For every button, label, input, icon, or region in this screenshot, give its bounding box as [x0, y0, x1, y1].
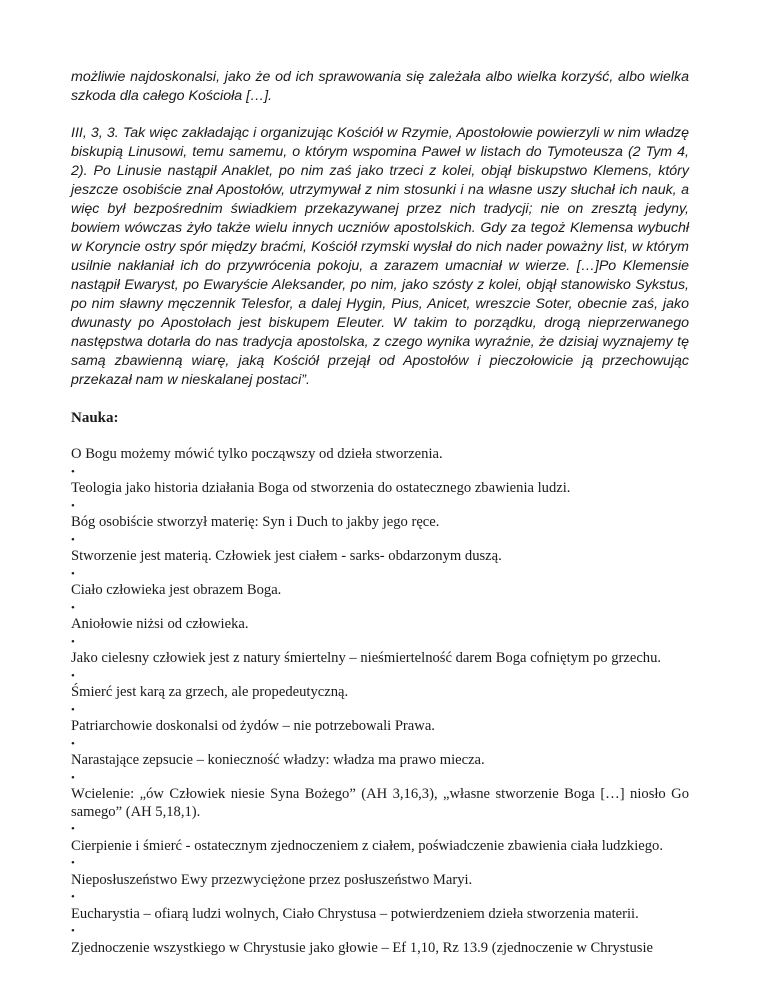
bullet-icon: • [71, 737, 75, 750]
list-item: Narastające zepsucie – konieczność władzy: władza ma prawo miecza. [71, 752, 485, 768]
bullet-icon: • [71, 771, 75, 784]
document-page [71, 68, 689, 957]
list-item: Ciało człowieka jest obrazem Boga. [71, 582, 282, 598]
bullet-icon: • [71, 823, 75, 835]
bullet-icon: • [71, 891, 75, 903]
quote-paragraph: III, 3, 3. Tak więc zakładając i organizując Kościół w Rzymie, Apostołowie powierzyli w nim władzę biskupią Linusowi, temu samemu, o którym wspomina Paweł w listach do Tymoteusza (2 Tym 4, 2). Po Linusie nastąpił Anaklet, po nim zaś jako trzeci z kolei, objął biskupstwo Klemens, który jeszcze osobiście znał Apostołów, utrzymywał z nim stosunki i na własne uszy słuchał ich nauk, a więc był bezpośrednim świadkiem przekazywanej przez nich tradycji; nie on zresztą jedyny, bowiem wówczas żyło także wielu innych uczniów apostolskich. Gdy za tegoż Klemensa wybuchł w Koryncie ostry spór między braćmi, Kościół rzymski wysłał do nich nader poważny list, w którym usilnie nakłaniał ich do przywrócenia pokoju, a zarazem umacniał w wierze. […]Po Klemensie nastąpił Ewaryst, po Ewaryście Aleksander, po nim, jako szósty z kolei, objął stanowisko Sykstus, po nim sławny męczennik Telesfor, a dalej Hygin, Pius, Anicet, wreszcie Soter, obecnie zaś, jako dwunasty po Apostołach jest biskupem Eleuter. W takim to porządku, drogą nieprzerwanego następstwa dotarła do nas tradycja apostolska, z czego wynika wyraźnie, że dzisiaj wyznajemy tę samą zbawienną wiarę, jaką Kościół przejął od Apostołów i pieczołowicie ją przechowując przekazał nam w nieskalanej postaci”. [71, 125, 689, 388]
bullet-icon: • [71, 533, 75, 546]
list-item: Stworzenie jest materią. Człowiek jest ciałem - sarks- obdarzonym duszą. [71, 548, 502, 564]
bullet-icon: • [71, 669, 75, 682]
bullet-icon: • [71, 635, 75, 648]
list-item: Nieposłuszeństwo Ewy przezwyciężone przez posłuszeństwo Maryi. [71, 871, 473, 888]
bullet-icon: • [71, 925, 75, 937]
section-heading: Nauka: [71, 410, 119, 426]
bullet-icon: • [71, 601, 75, 614]
list-item: Cierpienie i śmierć - ostatecznym zjednoczeniem z ciałem, poświadczenie zbawienia ciała ludzkiego. [71, 837, 663, 854]
list-item: Wcielenie: „ów Człowiek niesie Syna Bożego” (AH 3,16,3), „własne stworzenie Boga […] niosło Go samego” (AH 5,18,1). [71, 786, 689, 820]
quote-paragraph: możliwie najdoskonalsi, jako że od ich sprawowania się zależała albo wielka korzyść, albo wielka szkoda dla całego Kościoła […]. [71, 69, 689, 104]
bullet-list [71, 446, 689, 957]
list-item: Aniołowie niżsi od człowieka. [71, 616, 249, 632]
list-item: Patriarchowie doskonalsi od żydów – nie potrzebowali Prawa. [71, 718, 435, 734]
list-item: Bóg osobiście stworzył materię: Syn i Duch to jakby jego ręce. [71, 514, 440, 530]
bullet-icon: • [71, 499, 75, 512]
list-item: Śmierć jest karą za grzech, ale propedeutyczną. [71, 684, 349, 700]
bullet-icon: • [71, 567, 75, 580]
list-item: Teologia jako historia działania Boga od stworzenia do ostatecznego zbawienia ludzi. [71, 480, 571, 496]
list-item: O Bogu możemy mówić tylko począwszy od dzieła stworzenia. [71, 446, 443, 462]
bullet-icon: • [71, 465, 75, 478]
list-item: Jako cielesny człowiek jest z natury śmiertelny – nieśmiertelność darem Boga cofniętym po grzechu. [71, 650, 662, 666]
bullet-icon: • [71, 703, 75, 716]
bullet-icon: • [71, 857, 75, 869]
list-item: Eucharystia – ofiarą ludzi wolnych, Ciało Chrystusa – potwierdzeniem dzieła stworzenia materii. [71, 905, 639, 922]
list-item: Zjednoczenie wszystkiego w Chrystusie jako głowie – Ef 1,10, Rz 13.9 (zjednoczenie w Chrystusie [71, 939, 653, 956]
